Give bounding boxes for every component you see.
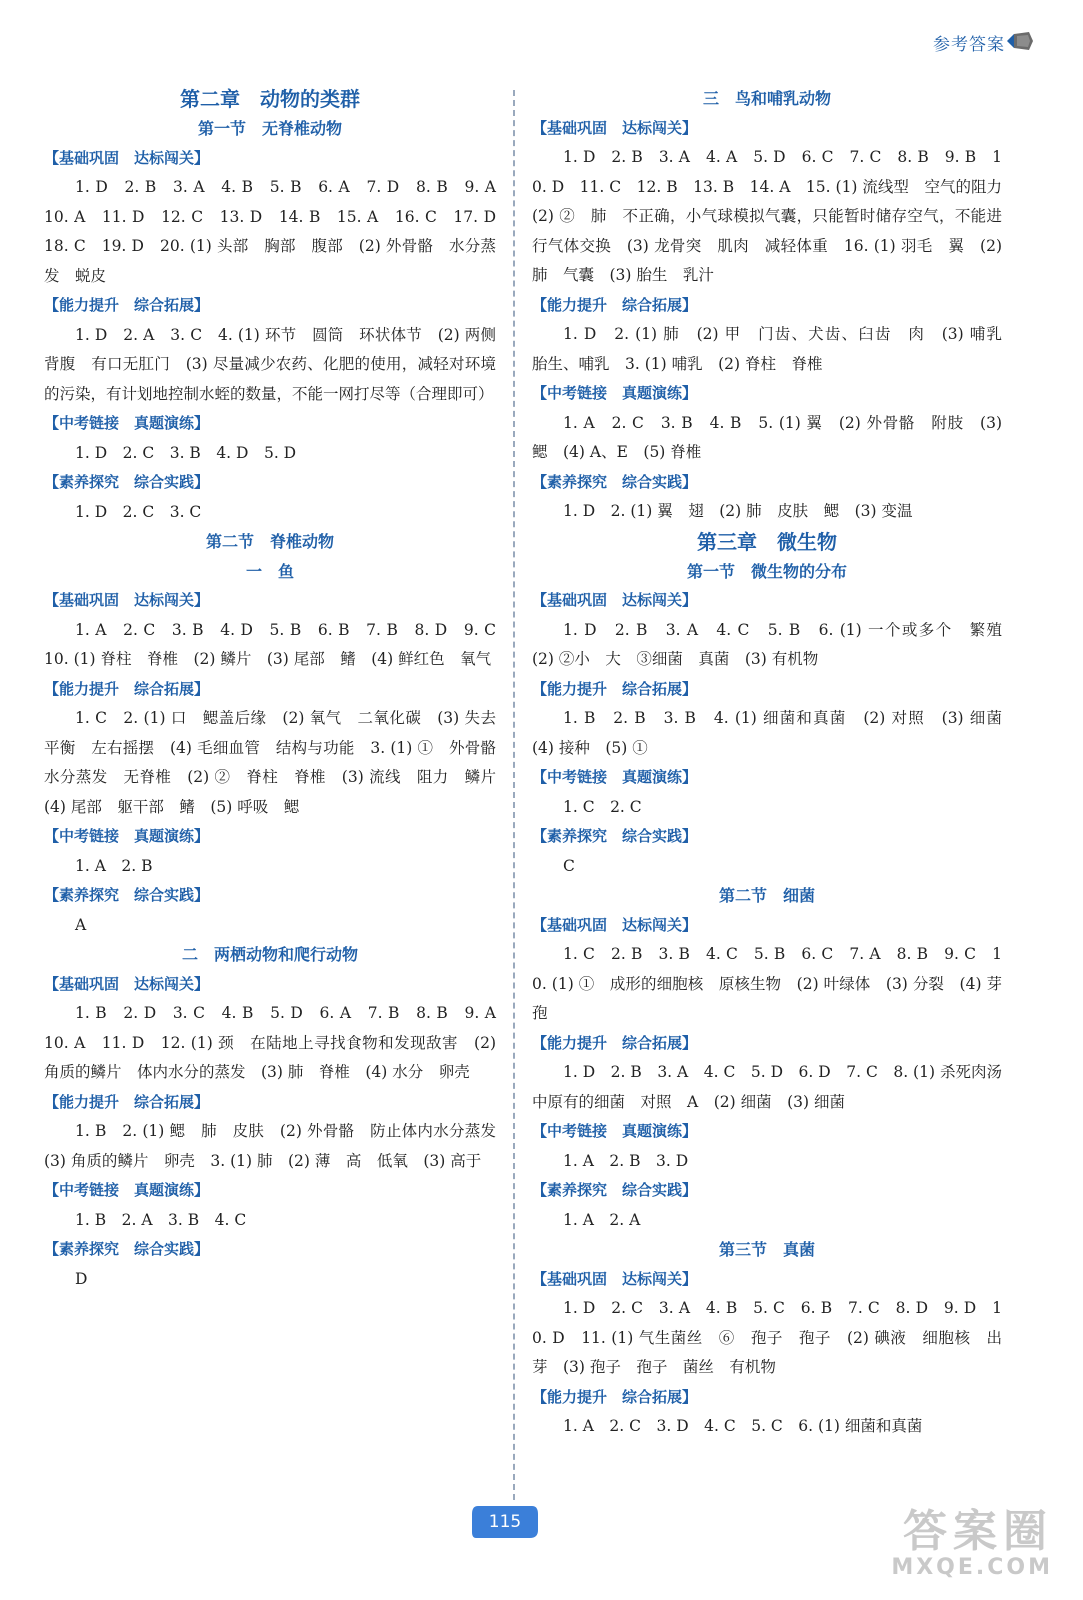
exercise-block-label: 【能力提升 综合拓展】: [532, 679, 698, 698]
answer-text: 1. D 2. C 3. B 4. D 5. D: [75, 443, 297, 462]
exercise-block-label: 【能力提升 综合拓展】: [532, 1033, 698, 1052]
answer-text: 1. D 2. C 3. A 4. B 5. C 6. B 7. C 8. D 9. D 10. D 11. (1) 气生菌丝 ⑥ 孢子 孢子 (2) 碘液 细胞核 出芽 (3) 孢子 孢子 菌丝 有机物: [532, 1299, 1002, 1376]
exercise-block-label: 【中考链接 真题演练】: [44, 1181, 210, 1199]
answer-text: 1. C 2. (1) 口 鳃盖后缘 (2) 氧气 二氧化碳 (3) 失去平衡 左右摇摆 (4) 毛细血管 结构与功能 3. (1) ① 外骨骼 水分蒸发 无脊椎 (2) ② 脊柱 脊椎 (3) 流线 阻力 鳞片 (4) 尾部 躯干部 鳍 (5) 呼吸 鳃: [44, 709, 512, 816]
exercise-block-label: 【基础巩固 达标闯关】: [532, 915, 698, 934]
exercise-block-label: 【基础巩固 达标闯关】: [44, 591, 210, 609]
exercise-block-label: 【素养探究 综合实践】: [44, 1240, 210, 1258]
answer-text: 1. A 2. C 3. B 4. D 5. B 6. B 7. B 8. D 9. C 10. (1) 脊柱 脊椎 (2) 鳞片 (3) 尾部 鳍 (4) 鲜红色 氧气: [44, 620, 512, 668]
exercise-block-label: 【基础巩固 达标闯关】: [44, 974, 210, 993]
answer-text: 1. D 2. C 3. C: [75, 502, 202, 521]
exercise-block-label: 【素养探究 综合实践】: [44, 473, 210, 491]
exercise-block-label: 【素养探究 综合实践】: [532, 827, 698, 845]
exercise-block-label: 【中考链接 真题演练】: [532, 1122, 698, 1140]
section-title: 第一节 微生物的分布: [686, 561, 847, 581]
answer-text: 1. D 2. (1) 翼 翅 (2) 肺 皮肤 鳃 (3) 变温: [563, 502, 913, 520]
column-divider: [513, 90, 515, 1500]
header-answer-tag: 参考答案: [933, 35, 1005, 55]
exercise-block-label: 【素养探究 综合实践】: [532, 472, 698, 491]
chapter-title: 第三章 微生物: [697, 529, 837, 554]
section-title: 第一节 无脊椎动物: [197, 119, 342, 138]
exercise-block-label: 【中考链接 真题演练】: [532, 768, 698, 786]
exercise-block-label: 【基础巩固 达标闯关】: [532, 118, 698, 137]
exercise-block-label: 【基础巩固 达标闯关】: [532, 1269, 698, 1288]
watermark: [891, 1508, 1053, 1580]
page-number-badge: [470, 1504, 540, 1540]
section-title: 一 鱼: [245, 561, 294, 581]
exercise-block-label: 【能力提升 综合拓展】: [44, 679, 210, 698]
left-column: [44, 84, 512, 1520]
exercise-block-label: 【能力提升 综合拓展】: [44, 296, 210, 314]
answer-text: 1. D 2. B 3. A 4. A 5. D 6. C 7. C 8. B 9. B 10. D 11. C 12. B 13. B 14. A 15. (1) 流线型 空气的阻力 (2) ② 肺 不正确，小气球模拟气囊，只能暂时储存空气，不能进行气体交换 (3) 龙骨突 肌肉 减轻体重 16. (1) 羽毛 翼 (2) 肺 气囊 (3) 胎生 乳汁: [532, 148, 1018, 284]
exercise-block-label: 【素养探究 综合实践】: [532, 1181, 698, 1199]
exercise-block-label: 【素养探究 综合实践】: [44, 886, 210, 904]
answer-text: 1. D 2. A 3. C 4. (1) 环节 圆筒 环状体节 (2) 两侧 背腹 有口无肛门 (3) 尽量减少农药、化肥的使用，减轻对环境的污染，有计划地控制水蛭的数量，不能一网打尽等（合理即可）: [44, 325, 512, 403]
answer-text: 1. D 2. (1) 肺 (2) 甲 门齿、犬齿、臼齿 肉 (3) 哺乳 胎生、哺乳 3. (1) 哺乳 (2) 脊柱 脊椎: [532, 325, 1018, 373]
section-title: 第三节 真菌: [718, 1240, 815, 1259]
exercise-block-label: 【能力提升 综合拓展】: [532, 295, 698, 314]
answer-text: C: [563, 856, 575, 875]
watermark-logo-text: 答案圈: [903, 1506, 1053, 1557]
answer-text: 1. D 2. B 3. A 4. C 5. B 6. (1) 一个或多个 繁殖 (2) ②小 大 ③细菌 真菌 (3) 有机物: [532, 620, 1018, 668]
section-title: 第二节 细菌: [718, 886, 815, 905]
answer-text: 1. D 2. B 3. A 4. C 5. D 6. D 7. C 8. (1) 杀死肉汤中原有的细菌 对照 A (2) 细菌 (3) 细菌: [532, 1063, 1002, 1111]
watermark-url: MXQE.COM: [891, 1555, 1053, 1580]
answer-text: 1. A 2. A: [563, 1210, 641, 1229]
answer-text: D: [75, 1269, 88, 1288]
answer-text: 1. B 2. D 3. C 4. B 5. D 6. A 7. B 8. B 9. A 10. A 11. D 12. (1) 颈 在陆地上寻找食物和发现敌害 (2) 角质的鳞片 体内水分的蒸发 (3) 肺 脊椎 (4) 水分 卵壳: [44, 1004, 512, 1081]
answer-text: 1. A 2. C 3. B 4. B 5. (1) 翼 (2) 外骨骼 附肢 (3) 鳃 (4) A、E (5) 脊椎: [532, 413, 1002, 461]
right-column: [532, 84, 1018, 1520]
answer-text: 1. C 2. B 3. B 4. C 5. B 6. C 7. A 8. B 9. C 10. (1) ① 成形的细胞核 原核生物 (2) 叶绿体 (3) 分裂 (4) 芽孢: [532, 945, 1002, 1022]
section-title: 第二节 脊椎动物: [205, 532, 334, 551]
answer-text: 1. A 2. B: [75, 856, 153, 875]
page-number: 115: [488, 1512, 522, 1532]
answer-text: 1. B 2. B 3. B 4. (1) 细菌和真菌 (2) 对照 (3) 细菌 (4) 接种 (5) ①: [532, 709, 1018, 757]
exercise-block-label: 【中考链接 真题演练】: [532, 384, 698, 402]
exercise-block-label: 【能力提升 综合拓展】: [532, 1387, 698, 1406]
book-icon: [1005, 30, 1035, 52]
section-title: 三 鸟和哺乳动物: [702, 89, 831, 108]
answer-text: 1. D 2. B 3. A 4. B 5. B 6. A 7. D 8. B 9. A 10. A 11. D 12. C 13. D 14. B 15. A 16. C 17. D 18. C 19. D 20. (1) 头部 胸部 腹部 (2) 外骨骼 水分蒸发 蜕皮: [44, 178, 512, 285]
answer-text: 1. A 2. C 3. D 4. C 5. C 6. (1) 细菌和真菌: [563, 1417, 923, 1435]
exercise-block-label: 【中考链接 真题演练】: [44, 414, 210, 432]
answer-text: 1. A 2. B 3. D: [563, 1151, 689, 1170]
chapter-title: 第二章 动物的类群: [180, 87, 360, 111]
answer-text: 1. B 2. A 3. B 4. C: [75, 1210, 247, 1229]
answer-text: A: [75, 915, 87, 934]
exercise-block-label: 【基础巩固 达标闯关】: [44, 148, 210, 167]
section-title: 二 两栖动物和爬行动物: [181, 945, 358, 964]
exercise-block-label: 【能力提升 综合拓展】: [44, 1092, 210, 1111]
answer-text: 1. B 2. (1) 鳃 肺 皮肤 (2) 外骨骼 防止体内水分蒸发 (3) 角质的鳞片 卵壳 3. (1) 肺 (2) 薄 高 低氧 (3) 高于: [44, 1122, 512, 1170]
exercise-block-label: 【基础巩固 达标闯关】: [532, 591, 698, 609]
answer-text: 1. C 2. C: [563, 797, 642, 816]
exercise-block-label: 【中考链接 真题演练】: [44, 827, 210, 845]
